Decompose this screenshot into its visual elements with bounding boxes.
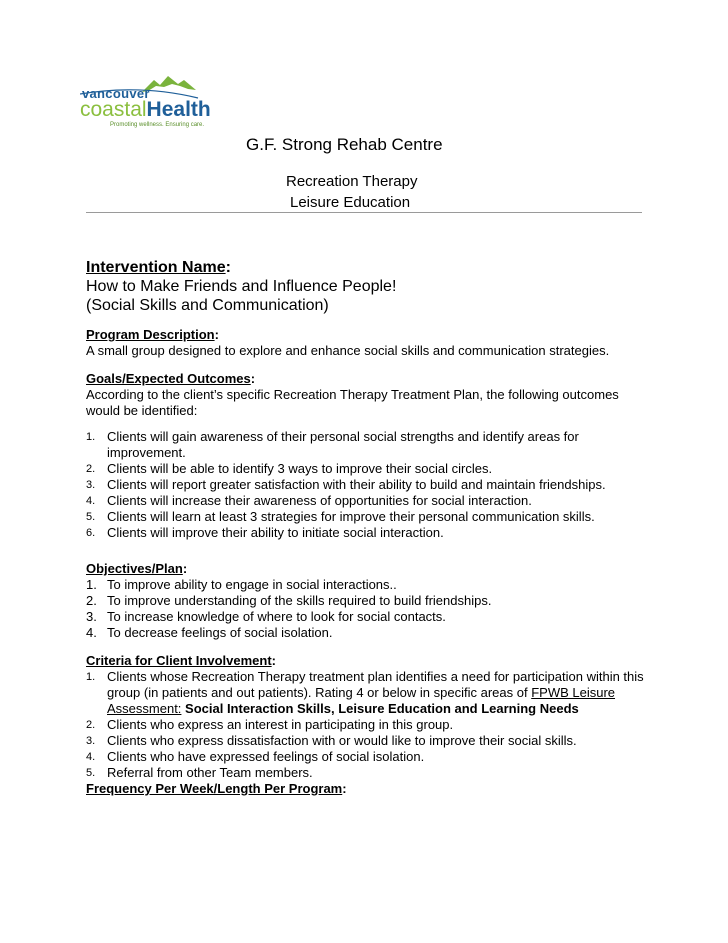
list-item: 6. Clients will improve their ability to initiate social interaction. [86,525,444,540]
logo-line1: vancouver [82,86,150,101]
criteria-list [86,669,646,781]
program-colon: : [214,327,219,342]
objectives-label: Objectives/Plan [86,561,183,576]
frequency-colon: : [342,781,347,796]
list-item: 1. Clients will gain awareness of their personal social strengths and identify areas for improvement. [86,429,579,460]
logo-coastal: coastal [80,98,147,121]
intervention-name: How to Make Friends and Influence People! [86,278,397,295]
frequency-label: Frequency Per Week/Length Per Program [86,781,343,796]
criteria-section [86,653,646,797]
list-item: 5. Referral from other Team members. [86,765,313,780]
logo-health: Health [146,98,211,121]
vancouver-coastal-health-logo [80,72,220,136]
document-body [86,258,646,797]
page-title: G.F. Strong Rehab Centre [246,135,443,154]
objectives-list [86,577,646,641]
list-item: 4. To decrease feelings of social isolation. [86,625,333,640]
goals-section [86,371,646,541]
logo-tagline: Promoting wellness. Ensuring care. [110,122,205,128]
intervention-section [86,258,646,315]
goals-intro: According to the client’s specific Recreation Therapy Treatment Plan, the following outcomes would be identified: [86,387,619,418]
program-label: Program Description [86,327,215,342]
list-item: 2. Clients who express an interest in participating in this group. [86,717,454,732]
list-item: 5. Clients will learn at least 3 strategies for improve their personal communication skills. [86,509,595,524]
program-section [86,327,646,359]
list-item: 1. Clients whose Recreation Therapy treatment plan identifies a need for participation within this group (in patients and out patients). Rating 4 or below in specific areas of FPWB Leisure Assessment: Social Interaction Skills, Leisure Education and Learning Needs [86,669,644,716]
goals-list [86,429,646,541]
intervention-label: Intervention Name [86,259,226,276]
fpwb-leisure-assessment-link[interactable]: FPWB Leisure Assessment: [107,685,616,716]
list-item: 1. To improve ability to engage in social interactions.. [86,577,397,592]
objectives-section [86,561,646,641]
list-item: 4. Clients will increase their awareness of opportunities for social interaction. [86,493,532,508]
list-item: 4. Clients who have expressed feelings of social isolation. [86,749,425,764]
list-item: 2. Clients will be able to identify 3 ways to improve their social circles. [86,461,493,476]
criteria-colon: : [271,653,276,668]
list-item: 3. Clients will report greater satisfaction with their ability to build and maintain friendships. [86,477,606,492]
list-item: 2. To improve understanding of the skills required to build friendships. [86,593,492,608]
program-text: A small group designed to explore and enhance social skills and communication strategies. [86,343,610,358]
header-divider [86,212,642,213]
objectives-colon: : [182,561,188,576]
page-subtitle-leisure: Leisure Education [290,194,411,211]
page-subtitle-recreation: Recreation Therapy [286,173,418,190]
intervention-colon: : [225,259,231,276]
goals-label: Goals/Expected Outcomes [86,371,251,386]
logo-line2 [80,98,211,122]
intervention-subtitle: (Social Skills and Communication) [86,297,329,314]
goals-colon: : [250,371,256,386]
criteria-label: Criteria for Client Involvement [86,653,272,668]
list-item: 3. To increase knowledge of where to look for social contacts. [86,609,446,624]
list-item: 3. Clients who express dissatisfaction with or would like to improve their social skills. [86,733,577,748]
